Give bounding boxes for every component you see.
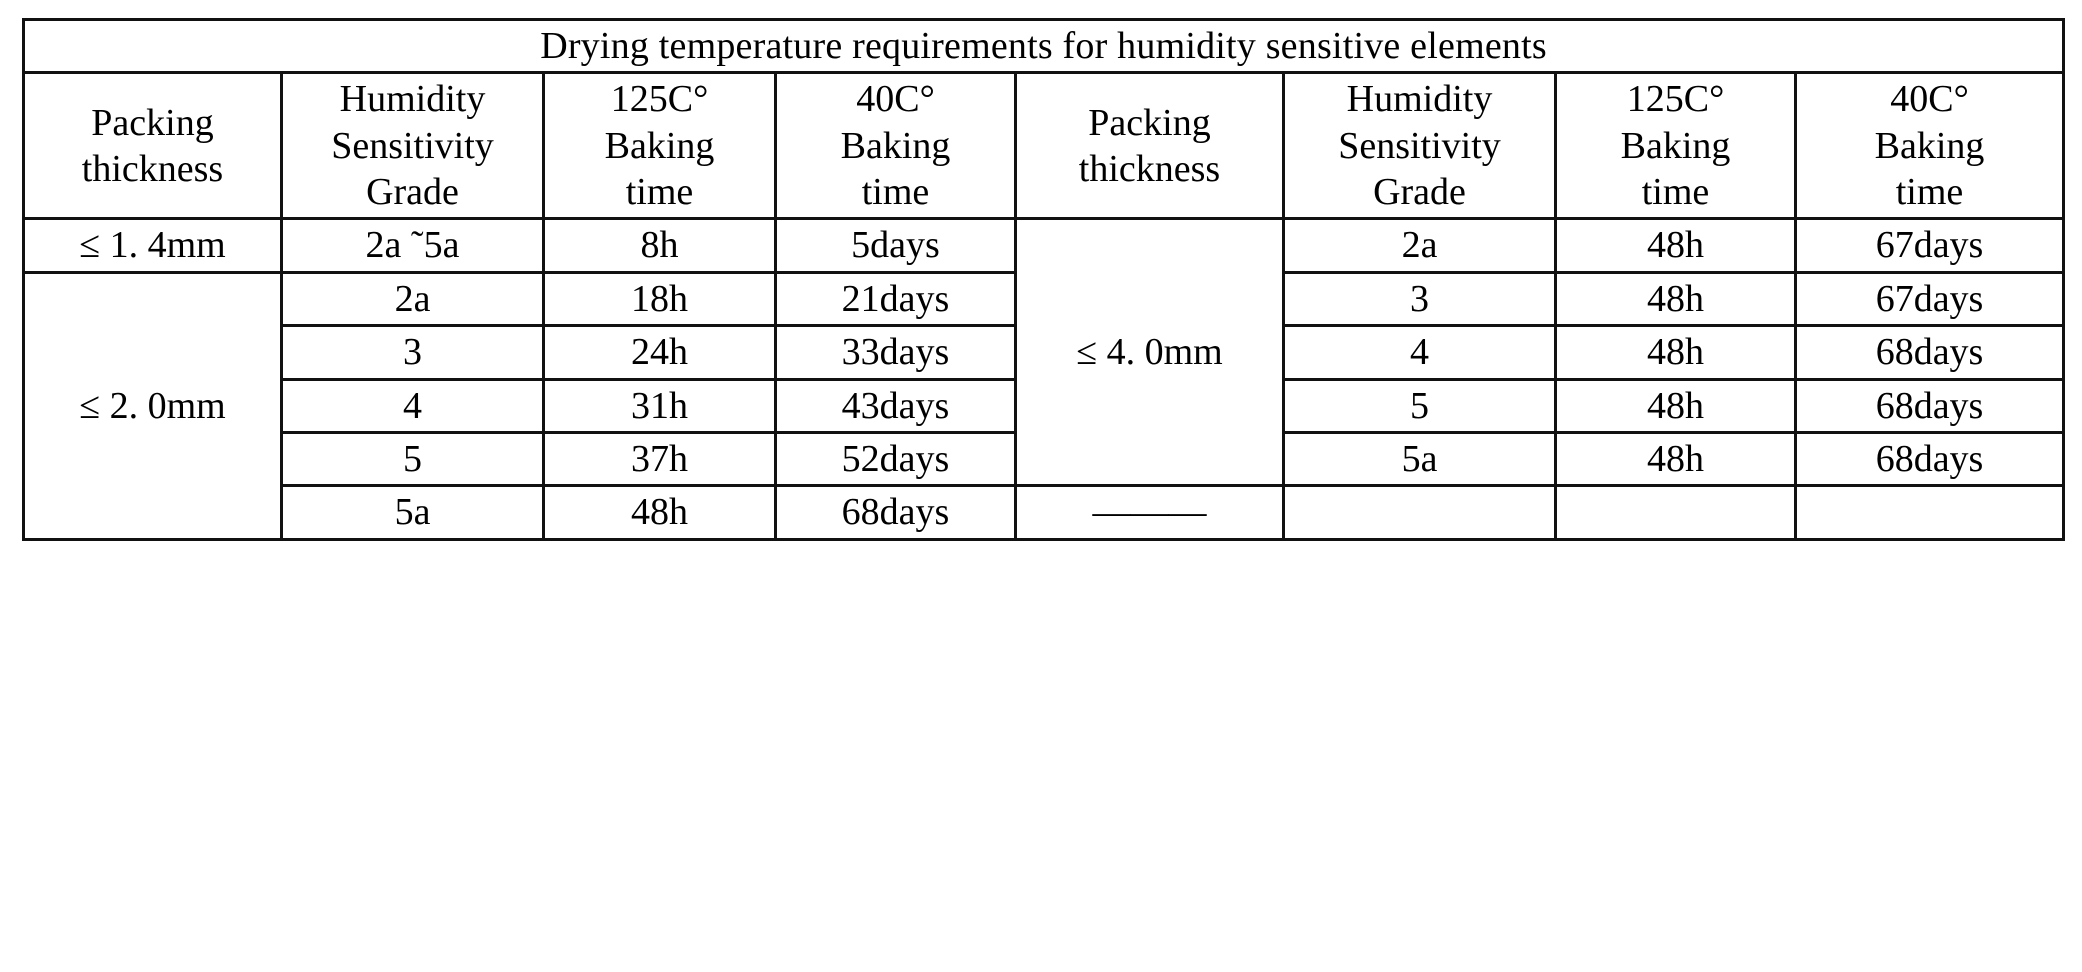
cell-left-bake125: 24h: [544, 326, 776, 379]
cell-right-thickness-group1: ≤ 4. 0mm: [1016, 219, 1284, 486]
cell-right-thickness-group2: ———: [1016, 486, 1284, 539]
header-line: Baking: [840, 124, 951, 167]
cell-right-grade: 2a: [1284, 219, 1556, 272]
header-line: time: [861, 171, 930, 214]
header-line: Baking: [1874, 124, 1985, 167]
cell-right-bake40: [1796, 486, 2064, 539]
cell-right-bake40: 67days: [1796, 219, 2064, 272]
cell-right-grade: 3: [1284, 272, 1556, 325]
header-line: 40C°: [856, 78, 935, 121]
cell-left-bake125: 48h: [544, 486, 776, 539]
header-line: time: [1895, 171, 1964, 214]
cell-left-grade: 4: [282, 379, 544, 432]
cell-right-bake40: 67days: [1796, 272, 2064, 325]
cell-left-bake125: 37h: [544, 432, 776, 485]
cell-left-bake40: 21days: [776, 272, 1016, 325]
cell-left-bake40: 33days: [776, 326, 1016, 379]
cell-left-bake125: 8h: [544, 219, 776, 272]
table-row: [24, 219, 2064, 272]
header-line: Packing: [1088, 101, 1211, 144]
drying-requirements-table: [22, 18, 2065, 541]
header-line: Packing: [91, 101, 214, 144]
cell-right-bake125: 48h: [1556, 432, 1796, 485]
header-humidity-grade-left: [282, 73, 544, 219]
header-line: Grade: [366, 171, 459, 214]
cell-left-grade: 3: [282, 326, 544, 379]
cell-left-bake40: 43days: [776, 379, 1016, 432]
cell-left-grade: 5a: [282, 486, 544, 539]
cell-right-bake125: 48h: [1556, 219, 1796, 272]
cell-right-bake125: 48h: [1556, 326, 1796, 379]
table-row: [24, 486, 2064, 539]
table-header-row: [24, 73, 2064, 219]
cell-right-bake40: 68days: [1796, 432, 2064, 485]
header-line: thickness: [1078, 147, 1221, 190]
header-line: Baking: [604, 124, 715, 167]
header-line: thickness: [81, 147, 224, 190]
header-baking-125-right: [1556, 73, 1796, 219]
cell-right-bake125: [1556, 486, 1796, 539]
cell-left-grade: 2a: [282, 272, 544, 325]
header-line: Humidity: [339, 78, 486, 121]
cell-left-bake125: 31h: [544, 379, 776, 432]
header-line: time: [1641, 171, 1710, 214]
header-line: 40C°: [1890, 78, 1969, 121]
header-line: Baking: [1620, 124, 1731, 167]
header-packing-thickness-right: [1016, 73, 1284, 219]
header-baking-40-right: [1796, 73, 2064, 219]
header-line: Sensitivity: [1338, 124, 1501, 167]
cell-right-bake125: 48h: [1556, 272, 1796, 325]
cell-left-bake40: 52days: [776, 432, 1016, 485]
cell-right-grade: 5a: [1284, 432, 1556, 485]
cell-left-thickness-group1: ≤ 1. 4mm: [24, 219, 282, 272]
cell-right-grade: [1284, 486, 1556, 539]
cell-left-thickness-group2: ≤ 2. 0mm: [24, 272, 282, 539]
header-line: Sensitivity: [331, 124, 494, 167]
header-line: Grade: [1373, 171, 1466, 214]
table-title: Drying temperature requirements for humidity sensitive elements: [24, 20, 2064, 73]
cell-right-bake125: 48h: [1556, 379, 1796, 432]
table-title-row: [24, 20, 2064, 73]
header-line: 125C°: [1626, 78, 1725, 121]
cell-right-bake40: 68days: [1796, 326, 2064, 379]
header-humidity-grade-right: [1284, 73, 1556, 219]
header-baking-40-left: [776, 73, 1016, 219]
header-baking-125-left: [544, 73, 776, 219]
cell-left-bake125: 18h: [544, 272, 776, 325]
cell-left-bake40: 68days: [776, 486, 1016, 539]
header-packing-thickness-left: [24, 73, 282, 219]
cell-right-grade: 5: [1284, 379, 1556, 432]
cell-left-bake40: 5days: [776, 219, 1016, 272]
header-line: 125C°: [610, 78, 709, 121]
cell-right-grade: 4: [1284, 326, 1556, 379]
cell-left-grade: 2a ˜5a: [282, 219, 544, 272]
header-line: time: [625, 171, 694, 214]
cell-right-bake40: 68days: [1796, 379, 2064, 432]
cell-left-grade: 5: [282, 432, 544, 485]
header-line: Humidity: [1346, 78, 1493, 121]
